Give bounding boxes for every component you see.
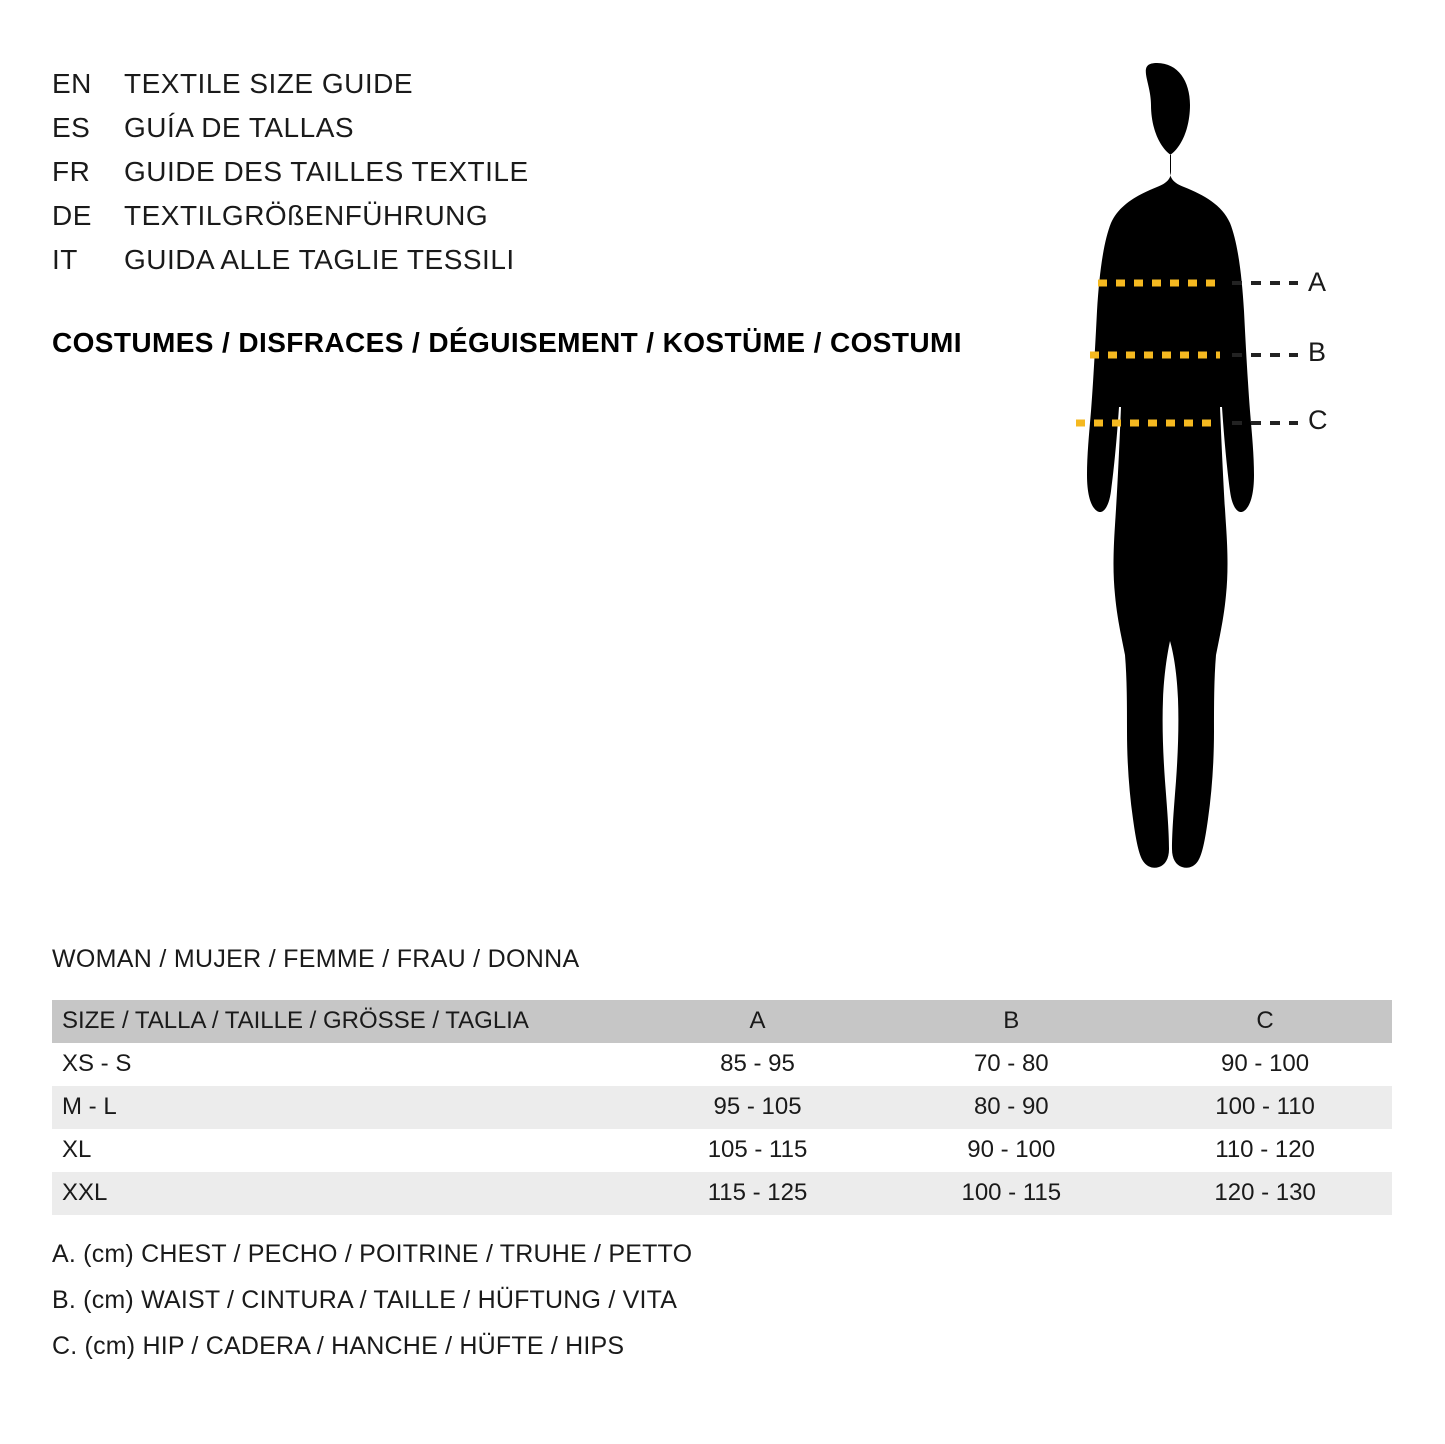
- language-row: [52, 156, 529, 200]
- cell-b: 70 - 80: [884, 1043, 1138, 1086]
- column-header-b: B: [884, 1000, 1138, 1043]
- legend-line-b: B. (cm) WAIST / CINTURA / TAILLE / HÜFTUNG / VITA: [52, 1286, 678, 1314]
- size-table-head: [52, 1000, 1392, 1043]
- cell-b: 90 - 100: [884, 1129, 1138, 1172]
- language-code: EN: [52, 68, 92, 99]
- language-row: [52, 68, 529, 112]
- female-silhouette-figure: [1020, 55, 1380, 885]
- legend-line-c: C. (cm) HIP / CADERA / HANCHE / HÜFTE / HIPS: [52, 1332, 625, 1360]
- language-list: [52, 68, 529, 288]
- table-row: [52, 1172, 1392, 1215]
- cell-c: 100 - 110: [1138, 1086, 1392, 1129]
- measure-label-b: B: [1308, 337, 1327, 367]
- cell-a: 115 - 125: [631, 1172, 885, 1215]
- cell-a: 95 - 105: [631, 1086, 885, 1129]
- cell-c: 120 - 130: [1138, 1172, 1392, 1215]
- category-heading: COSTUMES / DISFRACES / DÉGUISEMENT / KOSTÜME / COSTUMI: [52, 327, 962, 358]
- table-header-row: [52, 1000, 1392, 1043]
- language-row: [52, 200, 529, 244]
- silhouette-body: [1087, 63, 1254, 868]
- language-code: IT: [52, 244, 78, 275]
- language-title: TEXTILGRÖßENFÜHRUNG: [124, 200, 489, 231]
- cell-size: XS - S: [52, 1043, 631, 1086]
- size-table-body: [52, 1043, 1392, 1215]
- cell-a: 105 - 115: [631, 1129, 885, 1172]
- column-header-c: C: [1138, 1000, 1392, 1043]
- language-row: [52, 112, 529, 156]
- table-row: [52, 1043, 1392, 1086]
- cell-size: XXL: [52, 1172, 631, 1215]
- table-row: [52, 1129, 1392, 1172]
- language-code: ES: [52, 112, 91, 143]
- table-row: [52, 1086, 1392, 1129]
- size-table: [52, 1000, 1392, 1215]
- language-row: [52, 244, 529, 288]
- cell-c: 90 - 100: [1138, 1043, 1392, 1086]
- measure-label-c: C: [1308, 405, 1328, 435]
- language-title: GUIDE DES TAILLES TEXTILE: [124, 156, 529, 187]
- measurement-legend: [52, 1240, 692, 1378]
- cell-c: 110 - 120: [1138, 1129, 1392, 1172]
- language-title: GUÍA DE TALLAS: [124, 112, 355, 143]
- table-title: WOMAN / MUJER / FEMME / FRAU / DONNA: [52, 945, 580, 973]
- silhouette-svg: [1020, 55, 1380, 885]
- language-title: GUIDA ALLE TAGLIE TESSILI: [124, 244, 515, 275]
- language-title: TEXTILE SIZE GUIDE: [124, 68, 414, 99]
- cell-b: 80 - 90: [884, 1086, 1138, 1129]
- cell-a: 85 - 95: [631, 1043, 885, 1086]
- cell-b: 100 - 115: [884, 1172, 1138, 1215]
- cell-size: XL: [52, 1129, 631, 1172]
- legend-line-a: A. (cm) CHEST / PECHO / POITRINE / TRUHE / PETTO: [52, 1240, 693, 1268]
- language-code: DE: [52, 200, 92, 231]
- cell-size: M - L: [52, 1086, 631, 1129]
- column-header-size: SIZE / TALLA / TAILLE / GRÖSSE / TAGLIA: [52, 1000, 631, 1043]
- column-header-a: A: [631, 1000, 885, 1043]
- measure-label-a: A: [1308, 267, 1327, 297]
- language-code: FR: [52, 156, 91, 187]
